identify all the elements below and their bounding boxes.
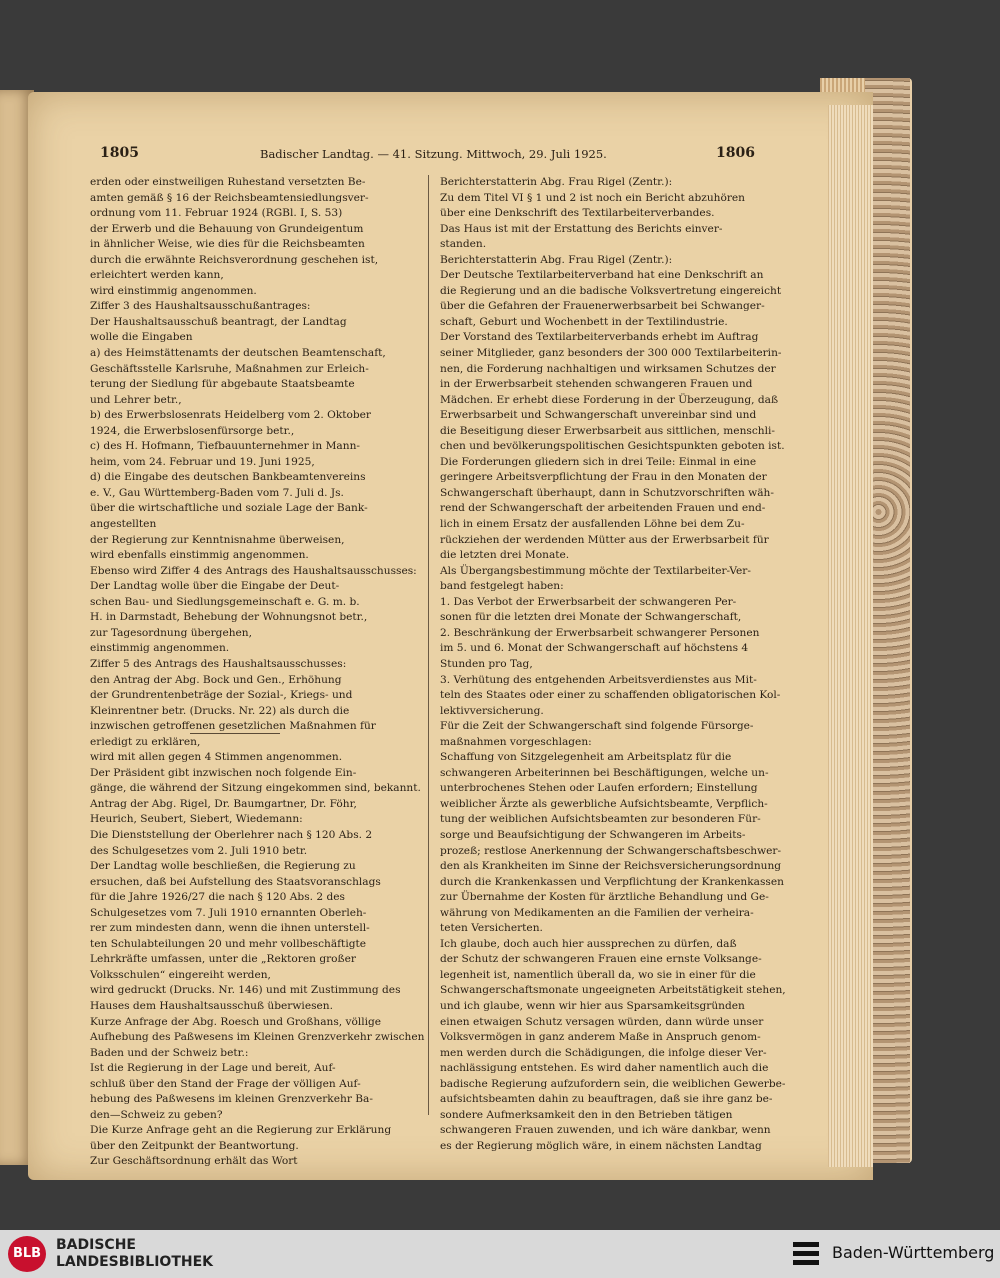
text-line: Baden und der Schweiz betr.: — [90, 1046, 249, 1059]
text-line: Hauses dem Haushaltsausschuß überwiesen. — [90, 999, 333, 1012]
text-line: maßnahmen vorgeschlagen: — [440, 735, 592, 748]
text-line: der Erwerb und die Behauung von Grundeigentum — [90, 222, 364, 235]
page-number-left: 1805 — [100, 145, 139, 161]
text-line: Schwangerschaftsmonate ungeeigneten Arbeitstätigkeit stehen, — [440, 984, 786, 997]
right-column — [440, 175, 786, 1154]
text-line: Kleinrentner betr. (Drucks. Nr. 22) als durch die — [90, 704, 350, 717]
text-line: badische Regierung aufzufordern sein, die weiblichen Gewerbe- — [440, 1077, 786, 1090]
text-line: Ziffer 3 des Haushaltsausschußantrages: — [90, 300, 311, 313]
text-line: Heurich, Seubert, Siebert, Wiedemann: — [90, 813, 303, 826]
text-line: und Lehrer betr., — [90, 393, 182, 406]
text-line: c) des H. Hofmann, Tiefbauunternehmer in Mann- — [90, 440, 360, 453]
text-line: für die Jahre 1926/27 die nach § 120 Abs. 2 des — [90, 891, 345, 904]
text-line: weiblicher Ärzte als gewerbliche Aufsichtsbeamte, Verpflich- — [440, 797, 768, 810]
text-line: legenheit ist, namentlich überall da, wo sie in einer für die — [440, 968, 756, 981]
text-line: wird einstimmig angenommen. — [90, 284, 257, 297]
text-line: Aufhebung des Paßwesens im Kleinen Grenzverkehr zwischen — [90, 1031, 425, 1044]
text-line: Die Forderungen gliedern sich in drei Teile: Einmal in eine — [440, 455, 757, 468]
text-line: über die wirtschaftliche und soziale Lage der Bank- — [90, 502, 368, 515]
text-line: Ist die Regierung in der Lage und bereit, Auf- — [90, 1062, 336, 1075]
text-line: Der Haushaltsausschuß beantragt, der Landtag — [90, 315, 347, 328]
blb-name[interactable] — [56, 1237, 213, 1271]
text-line: 1924, die Erwerbslosenfürsorge betr., — [90, 424, 295, 437]
text-line: ordnung vom 11. Februar 1924 (RGBl. I, S. 53) — [90, 207, 343, 220]
text-line: der Grundrentenbeträge der Sozial-, Kriegs- und — [90, 689, 353, 702]
text-line: sonen für die letzten drei Monate der Schwangerschaft, — [440, 611, 742, 624]
text-line: Geschäftsstelle Karlsruhe, Maßnahmen zur Erleich- — [90, 362, 369, 375]
running-header — [100, 145, 755, 165]
text-line: erledigt zu erklären, — [90, 735, 201, 748]
text-line: Volksschulen“ eingereiht werden, — [90, 968, 271, 981]
text-line: Berichterstatterin Abg. Frau Rigel (Zentr.): — [440, 253, 673, 266]
text-line: in ähnlicher Weise, wie dies für die Reichsbeamten — [90, 238, 365, 251]
text-line: Der Landtag wolle über die Eingabe der Deut- — [90, 580, 340, 593]
text-line: e. V., Gau Württemberg-Baden vom 7. Juli d. Js. — [90, 486, 344, 499]
text-line: rend der Schwangerschaft der arbeitenden Frauen und end- — [440, 502, 766, 515]
text-line: durch die erwähnte Reichsverordnung geschehen ist, — [90, 253, 379, 266]
text-line: erden oder einstweiligen Ruhestand versetzten Be- — [90, 176, 366, 188]
text-line: sondere Aufmerksamkeit den in den Betrieben tätigen — [440, 1108, 733, 1121]
text-line: lich in einem Ersatz der ausfallenden Löhne bei dem Zu- — [440, 518, 745, 531]
text-line: Das Haus ist mit der Erstattung des Berichts einver- — [440, 222, 723, 235]
text-line: über den Zeitpunkt der Beantwortung. — [90, 1139, 299, 1152]
header-title: Badischer Landtag. — 41. Sitzung. Mittwoch, 29. Juli 1925. — [260, 147, 607, 161]
text-line: über eine Denkschrift des Textilarbeiterverbandes. — [440, 207, 715, 220]
text-line: nen, die Forderung nachhaltigen und wirksamen Schutzes der — [440, 362, 776, 375]
text-line: sorge und Beaufsichtigung der Schwangeren im Arbeits- — [440, 828, 746, 841]
blb-logo[interactable]: BLB — [8, 1236, 46, 1272]
text-line: der Regierung zur Kenntnisnahme überweisen, — [90, 533, 345, 546]
text-line: Die Dienststellung der Oberlehrer nach § 120 Abs. 2 — [90, 828, 373, 841]
text-line: einen etwaigen Schutz versagen würden, dann würde unser — [440, 1015, 764, 1028]
text-line: Die Kurze Anfrage geht an die Regierung zur Erklärung — [90, 1124, 392, 1137]
text-line: durch die Krankenkassen und Verpflichtung der Krankenkassen — [440, 875, 784, 888]
text-line: Als Übergangsbestimmung möchte der Textilarbeiter-Ver- — [440, 564, 751, 577]
text-line: des Schulgesetzes vom 2. Juli 1910 betr. — [90, 844, 308, 857]
text-line: a) des Heimstättenamts der deutschen Beamtenschaft, — [90, 347, 386, 360]
text-line: Der Vorstand des Textilarbeiterverbands erhebt im Auftrag — [440, 331, 759, 344]
text-line: geringere Arbeitsverpflichtung der Frau in den Monaten der — [440, 471, 767, 484]
text-line: b) des Erwerbslosenrats Heidelberg vom 2. Oktober — [90, 409, 371, 422]
text-line: band festgelegt haben: — [440, 580, 564, 593]
left-column — [90, 175, 425, 1170]
text-line: aufsichtsbeamten dahin zu beauftragen, daß sie ihre ganz be- — [440, 1093, 773, 1106]
text-line: amten gemäß § 16 der Reichsbeamtensiedlungsver- — [90, 191, 369, 204]
text-line: wolle die Eingaben — [90, 331, 193, 344]
text-line: Stunden pro Tag, — [440, 657, 533, 670]
text-line: und ich glaube, wenn wir hier aus Sparsamkeitsgründen — [440, 999, 745, 1012]
column-divider — [428, 175, 429, 1115]
text-line: angestellten — [90, 518, 157, 531]
blb-name-line2: LANDESBIBLIOTHEK — [56, 1254, 214, 1270]
text-line: ersuchen, daß bei Aufstellung des Staatsvoranschlags — [90, 875, 381, 888]
text-line: Antrag der Abg. Rigel, Dr. Baumgartner, Dr. Föhr, — [90, 797, 357, 810]
text-line: H. in Darmstadt, Behebung der Wohnungsnot betr., — [90, 611, 368, 624]
text-line: Zur Geschäftsordnung erhält das Wort — [90, 1155, 298, 1168]
text-line: prozeß; restlose Anerkennung der Schwangerschaftsbeschwer- — [440, 844, 782, 857]
text-line: den als Krankheiten im Sinne der Reichsversicherungsordnung — [440, 860, 782, 873]
page-number-right: 1806 — [716, 145, 755, 161]
text-line: Schwangerschaft überhaupt, dann in Schutzvorschriften wäh- — [440, 486, 774, 499]
text-line: 2. Beschränkung der Erwerbsarbeit schwangerer Personen — [440, 626, 760, 639]
text-line: Zu dem Titel VI § 1 und 2 ist noch ein Bericht abzuhören — [440, 191, 745, 204]
page-stack-edge — [828, 105, 873, 1167]
text-line: der Schutz der schwangeren Frauen eine ernste Volksange- — [440, 953, 762, 966]
text-line: den—Schweiz zu geben? — [90, 1108, 223, 1121]
text-line: es der Regierung möglich wäre, in einem nächsten Landtag — [440, 1139, 762, 1152]
text-line: standen. — [440, 238, 487, 251]
text-line: terung der Siedlung für abgebaute Staatsbeamte — [90, 378, 355, 391]
text-line: die letzten drei Monate. — [440, 549, 570, 562]
text-line: rer zum mindesten dann, wenn die ihnen unterstell- — [90, 922, 370, 935]
footer-bar — [0, 1230, 1000, 1278]
text-line: Erwerbsarbeit und Schwangerschaft unvereinbar sind und — [440, 409, 757, 422]
text-line: Der Landtag wolle beschließen, die Regierung zu — [90, 860, 356, 873]
blb-name-line1: BADISCHE — [56, 1237, 136, 1253]
text-line: schwangeren Arbeiterinnen bei Beschäftigungen, welche un- — [440, 766, 769, 779]
text-line: teten Versicherten. — [440, 922, 543, 935]
text-line: Für die Zeit der Schwangerschaft sind folgende Fürsorge- — [440, 720, 754, 733]
text-line: erleichtert werden kann, — [90, 269, 224, 282]
text-line: rückziehen der werdenden Mütter aus der Erwerbsarbeit für — [440, 533, 769, 546]
text-line: schen Bau- und Siedlungsgemeinschaft e. G. m. b. — [90, 595, 360, 608]
text-line: inzwischen getroffenen gesetzlichen Maßnahmen für — [90, 720, 376, 733]
text-line: hebung des Paßwesens im kleinen Grenzverkehr Ba- — [90, 1093, 373, 1106]
text-line: Berichterstatterin Abg. Frau Rigel (Zentr.): — [440, 176, 673, 188]
text-line: d) die Eingabe des deutschen Bankbeamtenvereins — [90, 471, 366, 484]
text-line: die Regierung und an die badische Volksvertretung eingereicht — [440, 284, 782, 297]
text-line: wird mit allen gegen 4 Stimmen angenommen. — [90, 751, 343, 764]
text-line: währung von Medikamenten an die Familien der verheira- — [440, 906, 754, 919]
text-line: Ich glaube, doch auch hier aussprechen zu dürfen, daß — [440, 937, 737, 950]
text-line: 3. Verhütung des entgehenden Arbeitsverdienstes aus Mit- — [440, 673, 757, 686]
text-line: einstimmig angenommen. — [90, 642, 230, 655]
text-line: Der Präsident gibt inzwischen noch folgende Ein- — [90, 766, 357, 779]
text-line: zur Übernahme der Kosten für ärztliche Behandlung und Ge- — [440, 891, 769, 904]
text-line: lektivversicherung. — [440, 704, 544, 717]
text-line: schaft, Geburt und Wochenbett in der Textilindustrie. — [440, 315, 728, 328]
text-line: unterbrochenes Stehen oder Laufen erfordern; Einstellung — [440, 782, 758, 795]
text-line: 1. Das Verbot der Erwerbsarbeit der schwangeren Per- — [440, 595, 737, 608]
lions-coat-of-arms-icon[interactable] — [790, 1238, 822, 1270]
text-line: Schaffung von Sitzgelegenheit am Arbeitsplatz für die — [440, 751, 732, 764]
text-line: chen und bevölkerungspolitischen Gesichtspunkten geboten ist. — [440, 440, 785, 453]
text-line: seiner Mitglieder, ganz besonders der 300 000 Textilarbeiterin- — [440, 347, 782, 360]
text-line: Der Deutsche Textilarbeiterverband hat eine Denkschrift an — [440, 269, 764, 282]
text-line: Mädchen. Er erhebt diese Forderung in der Überzeugung, daß — [440, 393, 779, 406]
text-line: Lehrkräfte umfassen, unter die „Rektoren großer — [90, 953, 356, 966]
text-line: den Antrag der Abg. Bock und Gen., Erhöhung — [90, 673, 342, 686]
bw-name[interactable]: Baden-Württemberg — [832, 1243, 995, 1262]
text-line: nachlässigung entstehen. Es wird daher namentlich auch die — [440, 1062, 769, 1075]
text-line: Ziffer 5 des Antrags des Haushaltsausschusses: — [90, 657, 347, 670]
text-line: gänge, die während der Sitzung eingekommen sind, bekannt. — [90, 782, 421, 795]
text-line: wird ebenfalls einstimmig angenommen. — [90, 549, 309, 562]
text-line: schluß über den Stand der Frage der völligen Auf- — [90, 1077, 361, 1090]
text-line: Ebenso wird Ziffer 4 des Antrags des Haushaltsausschusses: — [90, 564, 417, 577]
text-line: schwangeren Frauen zuwenden, und ich wäre dankbar, wenn — [440, 1124, 771, 1137]
text-line: heim, vom 24. Februar und 19. Juni 1925, — [90, 455, 315, 468]
text-line: im 5. und 6. Monat der Schwangerschaft auf höchstens 4 — [440, 642, 749, 655]
text-line: teln des Staates oder einer zu schaffenden obligatorischen Kol- — [440, 689, 781, 702]
text-line: Volksvermögen in ganz anderem Maße in Anspruch genom- — [440, 1031, 761, 1044]
text-line: zur Tagesordnung übergehen, — [90, 626, 252, 639]
text-line: tung der weiblichen Aufsichtsbeamten zur besonderen Für- — [440, 813, 761, 826]
text-line: wird gedruckt (Drucks. Nr. 146) und mit Zustimmung des — [90, 984, 401, 997]
text-line: die Beseitigung dieser Erwerbsarbeit aus sittlichen, menschli- — [440, 424, 775, 437]
text-line: Schulgesetzes vom 7. Juli 1910 ernannten Oberleh- — [90, 906, 367, 919]
text-line: men werden durch die Schädigungen, die infolge dieser Ver- — [440, 1046, 767, 1059]
text-line: in der Erwerbsarbeit stehenden schwangeren Frauen und — [440, 378, 753, 391]
text-line: über die Gefahren der Frauenerwerbsarbeit bei Schwanger- — [440, 300, 765, 313]
text-line: Kurze Anfrage der Abg. Roesch und Großhans, völlige — [90, 1015, 382, 1028]
text-line: ten Schulabteilungen 20 und mehr vollbeschäftigte — [90, 937, 367, 950]
